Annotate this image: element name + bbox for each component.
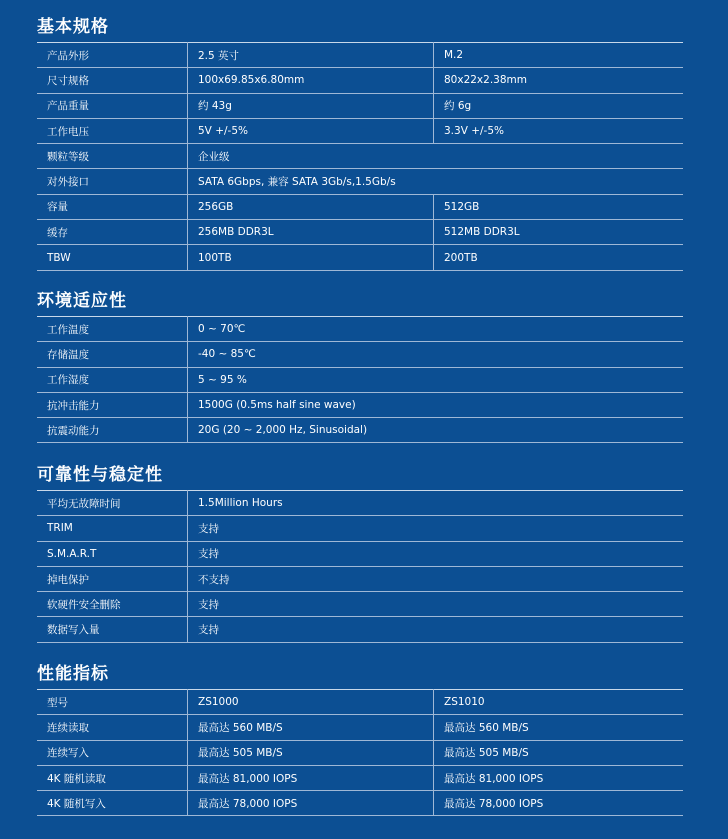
row-value-m2: 200TB xyxy=(434,245,684,270)
table-row xyxy=(37,392,683,417)
row-label: 产品外形 xyxy=(37,43,188,68)
section-title-environment: 环境适应性 xyxy=(37,291,127,311)
table-row xyxy=(37,516,683,541)
row-value-zs1010: 最高达 78,000 IOPS xyxy=(434,791,684,816)
row-value: 0 ~ 70℃ xyxy=(188,317,684,342)
section-title-basic: 基本规格 xyxy=(37,17,109,37)
row-label: 软硬件安全删除 xyxy=(37,592,188,617)
row-value-m2: M.2 xyxy=(434,43,684,68)
table-row xyxy=(37,245,683,270)
row-label: 工作湿度 xyxy=(37,367,188,392)
table-row xyxy=(37,43,683,68)
row-value: 1.5Million Hours xyxy=(188,491,684,516)
row-label: 连续读取 xyxy=(37,715,188,740)
table-row xyxy=(37,144,683,169)
table-row xyxy=(37,220,683,245)
row-label: 缓存 xyxy=(37,220,188,245)
table-row xyxy=(37,93,683,118)
row-value-m2: 512MB DDR3L xyxy=(434,220,684,245)
row-label: TRIM xyxy=(37,516,188,541)
row-value-m2: 80x22x2.38mm xyxy=(434,68,684,93)
row-label: 4K 随机读取 xyxy=(37,765,188,790)
row-label: 尺寸规格 xyxy=(37,68,188,93)
row-value-2-5-inch: 约 43g xyxy=(188,93,434,118)
table-row xyxy=(37,617,683,642)
row-value-zs1010: 最高达 560 MB/S xyxy=(434,715,684,740)
section-reliability xyxy=(37,462,683,643)
row-value-zs1000: ZS1000 xyxy=(188,690,434,715)
table-row xyxy=(37,342,683,367)
row-label: 连续写入 xyxy=(37,740,188,765)
row-value-2-5-inch: 256GB xyxy=(188,194,434,219)
row-value: 1500G (0.5ms half sine wave) xyxy=(188,392,684,417)
row-value-zs1000: 最高达 560 MB/S xyxy=(188,715,434,740)
row-label: 抗震动能力 xyxy=(37,418,188,443)
table-row xyxy=(37,592,683,617)
row-value-2-5-inch: 100x69.85x6.80mm xyxy=(188,68,434,93)
row-value-zs1000: 最高达 505 MB/S xyxy=(188,740,434,765)
row-label: 工作电压 xyxy=(37,118,188,143)
row-label: 掉电保护 xyxy=(37,566,188,591)
basic-specs-table xyxy=(37,42,683,271)
table-row xyxy=(37,740,683,765)
table-row xyxy=(37,418,683,443)
reliability-table xyxy=(37,490,683,643)
table-row xyxy=(37,690,683,715)
section-title-reliability: 可靠性与稳定性 xyxy=(37,465,163,485)
row-value-shared: SATA 6Gbps, 兼容 SATA 3Gb/s,1.5Gb/s xyxy=(188,169,684,194)
row-value: 支持 xyxy=(188,516,684,541)
row-value-m2: 3.3V +/-5% xyxy=(434,118,684,143)
row-label: TBW xyxy=(37,245,188,270)
row-value-2-5-inch: 100TB xyxy=(188,245,434,270)
table-row xyxy=(37,118,683,143)
table-row xyxy=(37,765,683,790)
row-value-m2: 512GB xyxy=(434,194,684,219)
row-value-zs1010: 最高达 505 MB/S xyxy=(434,740,684,765)
row-value: 支持 xyxy=(188,541,684,566)
table-row xyxy=(37,541,683,566)
section-environment xyxy=(37,288,683,443)
row-value: 20G (20 ~ 2,000 Hz, Sinusoidal) xyxy=(188,418,684,443)
row-value: -40 ~ 85℃ xyxy=(188,342,684,367)
row-value-2-5-inch: 5V +/-5% xyxy=(188,118,434,143)
row-label: 对外接口 xyxy=(37,169,188,194)
row-value-zs1010: ZS1010 xyxy=(434,690,684,715)
row-value: 不支持 xyxy=(188,566,684,591)
section-title-performance: 性能指标 xyxy=(37,664,109,684)
environment-table xyxy=(37,316,683,443)
row-value-zs1010: 最高达 81,000 IOPS xyxy=(434,765,684,790)
table-row xyxy=(37,566,683,591)
row-label: 平均无故障时间 xyxy=(37,491,188,516)
table-row xyxy=(37,194,683,219)
table-row xyxy=(37,68,683,93)
row-label: 4K 随机写入 xyxy=(37,791,188,816)
row-label: 容量 xyxy=(37,194,188,219)
performance-table xyxy=(37,689,683,816)
row-label: 工作温度 xyxy=(37,317,188,342)
table-row xyxy=(37,169,683,194)
table-row xyxy=(37,791,683,816)
table-row xyxy=(37,715,683,740)
row-label: 产品重量 xyxy=(37,93,188,118)
row-value-shared: 企业级 xyxy=(188,144,684,169)
section-performance xyxy=(37,661,683,816)
row-label: S.M.A.R.T xyxy=(37,541,188,566)
row-value: 支持 xyxy=(188,592,684,617)
row-label: 颗粒等级 xyxy=(37,144,188,169)
table-row xyxy=(37,491,683,516)
row-value: 5 ~ 95 % xyxy=(188,367,684,392)
table-row xyxy=(37,317,683,342)
row-value-m2: 约 6g xyxy=(434,93,684,118)
table-row xyxy=(37,367,683,392)
row-value-zs1000: 最高达 81,000 IOPS xyxy=(188,765,434,790)
row-value: 支持 xyxy=(188,617,684,642)
row-value-zs1000: 最高达 78,000 IOPS xyxy=(188,791,434,816)
row-label: 抗冲击能力 xyxy=(37,392,188,417)
row-value-2-5-inch: 2.5 英寸 xyxy=(188,43,434,68)
row-label: 数据写入量 xyxy=(37,617,188,642)
row-value-2-5-inch: 256MB DDR3L xyxy=(188,220,434,245)
section-basic-specs xyxy=(37,14,683,271)
row-label: 型号 xyxy=(37,690,188,715)
row-label: 存储温度 xyxy=(37,342,188,367)
